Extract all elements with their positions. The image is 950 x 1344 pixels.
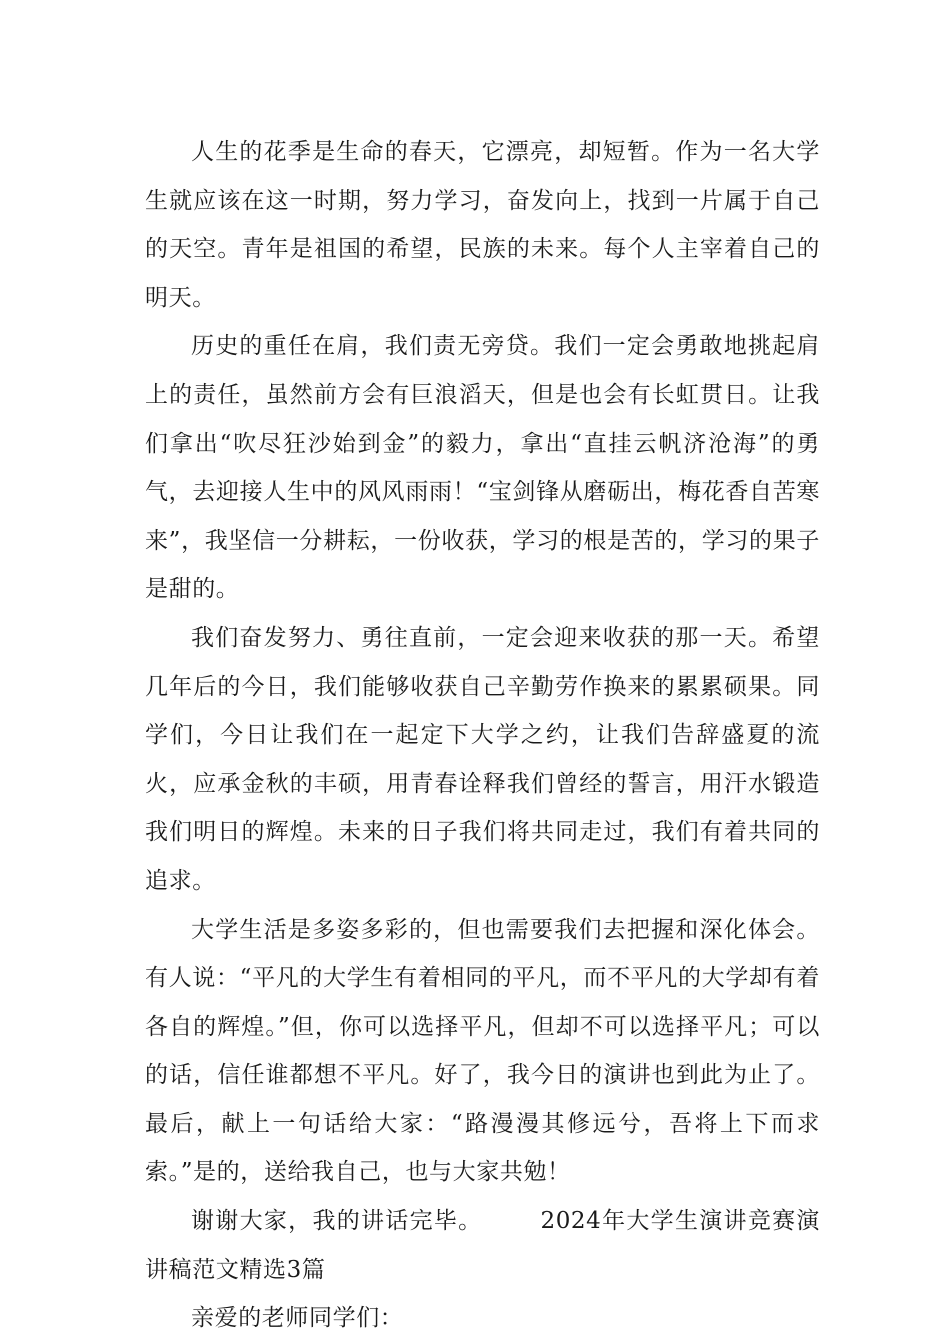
closing-text: 谢谢大家，我的讲话完毕。 xyxy=(191,1208,483,1235)
paragraph-4: 大学生活是多姿多彩的，但也需要我们去把握和深化体会。有人说：“平凡的大学生有着相同的平凡，而不平凡的大学却有着各自的辉煌。”但，你可以选择平凡，但却不可以选择平凡；可以的话，信任谁都想不平凡。好了，我今日的演讲也到此为止了。最后，献上一句话给大家：“路漫漫其修远兮，吾将上下而求索。”是的，送给我自己，也与大家共勉！ xyxy=(145,916,820,1186)
paragraph-3: 我们奋发努力、勇往直前，一定会迎来收获的那一天。希望几年后的今日，我们能够收获自己辛勤劳作换来的累累硕果。同学们，今日让我们在一起定下大学之约，让我们告辞盛夏的流火，应承金秋的丰硕，用青春诠释我们曾经的誓言，用汗水锻造我们明日的辉煌。未来的日子我们将共同走过，我们有着共同的追求。 xyxy=(145,624,820,894)
paragraph-2: 历史的重任在肩，我们责无旁贷。我们一定会勇敢地挑起肩上的责任，虽然前方会有巨浪滔天，但是也会有长虹贯日。让我们拿出“吹尽狂沙始到金”的毅力，拿出“直挂云帆济沧海”的勇气，去迎接人生中的风风雨雨！“宝剑锋从磨砺出，梅花香自苦寒来”，我坚信一分耕耘，一份收获，学习的根是苦的，学习的果子是甜的。 xyxy=(145,333,820,603)
document-body xyxy=(145,128,820,1343)
next-article-title: 2024年大学生演讲竞赛演讲稿范文精选3篇 xyxy=(145,1208,820,1283)
salutation: 亲爱的老师同学们： xyxy=(191,1305,404,1332)
paragraph-1: 人生的花季是生命的春天，它漂亮，却短暂。作为一名大学生就应该在这一时期，努力学习，奋发向上，找到一片属于自己的天空。青年是祖国的希望，民族的未来。每个人主宰着自己的明天。 xyxy=(145,139,820,311)
closing-paragraph xyxy=(145,1197,820,1294)
